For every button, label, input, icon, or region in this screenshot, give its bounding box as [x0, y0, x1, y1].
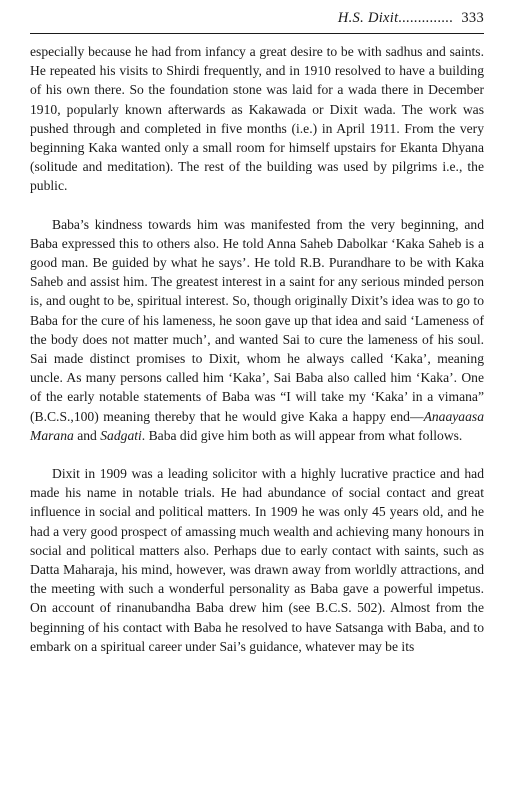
- page-number: 333: [461, 10, 484, 26]
- paragraph-continued: [30, 42, 484, 196]
- running-header: [184, 10, 484, 27]
- paragraph-baba-kindness: [30, 215, 484, 445]
- paragraph-3-text: Dixit in 1909 was a leading solicitor with a highly lucrative practice and had made his name in notable trials. He had abundance of social contact and great influence in social and political matters. In 1909 he was only 45 years old, and he had a very good prospect of amassing much wealth and achieving many honours in social and political matters also. Perhaps due to early contact with saints, such as Datta Maharaja, his mind, however, was drawn away from worldly attractions, and the meeting with such a wonderful personality as Baba gave a powerful impetus. On account of rinanubandha Baba drew him (see B.C.S. 502). Almost from the beginning of his contact with Baba he resolved to have Satsanga with Baba, and to embark on a spiritual career under Sai’s guidance, whatever may be its: [30, 466, 484, 654]
- paragraph-2-connector: and: [73, 427, 101, 443]
- italic-term-anaayaasa-marana: Anaayaasa Marana: [30, 408, 484, 443]
- paragraph-2-ending: . Baba did give him both as will appear from what follows.: [141, 427, 463, 443]
- body-text: [30, 42, 484, 656]
- paragraph-dixit-1909: [30, 464, 484, 656]
- paragraph-1-text: especially because he had from infancy a great desire to be with sadhus and saints. He repeated his visits to Shirdi frequently, and in 1910 resolved to have a building of his own there. So the foundation stone was laid for a wada there in December 1910, popularly known afterwards as Kakawada or Dixit wada. The work was pushed through and completed in five months (i.e.) in April 1911. From the very beginning Kaka wanted only a small room for himself upstairs for Ekanta Dhyana (solitude and meditation). The rest of the building was used by pilgrims i.e., the public.: [30, 44, 484, 194]
- header-rule: [30, 33, 484, 34]
- paragraph-2-text: Baba’s kindness towards him was manifested from the very beginning, and Baba expressed this to others also. He told Anna Saheb Dabolkar ‘Kaka Saheb is a good man. Be guided by what he says’. He told R.B. Purandhare to be with Kaka Saheb and assist him. The greatest interest in a saint for any serious minded person is, and ought to be, spiritual interest. So, though originally Dixit’s idea was to go to Baba for the cure of his lameness, he soon gave up that idea and said ‘Lameness of the body does not matter much’, and wanted Sai to cure the lameness of his soul. Sai made distinct promises to Dixit, whom he always called ‘Kaka’, meaning uncle. As many persons called him ‘Kaka’, Sai Baba also called him ‘Kaka’. One of the early notable statements of Baba was “I will take my ‘Kaka’ in a vimana” (B.C.S.,100) meaning thereby that he would give Kaka a happy end—: [30, 216, 484, 424]
- italic-term-sadgati: Sadgati: [100, 427, 142, 443]
- running-title: H.S. Dixit..............: [337, 10, 454, 26]
